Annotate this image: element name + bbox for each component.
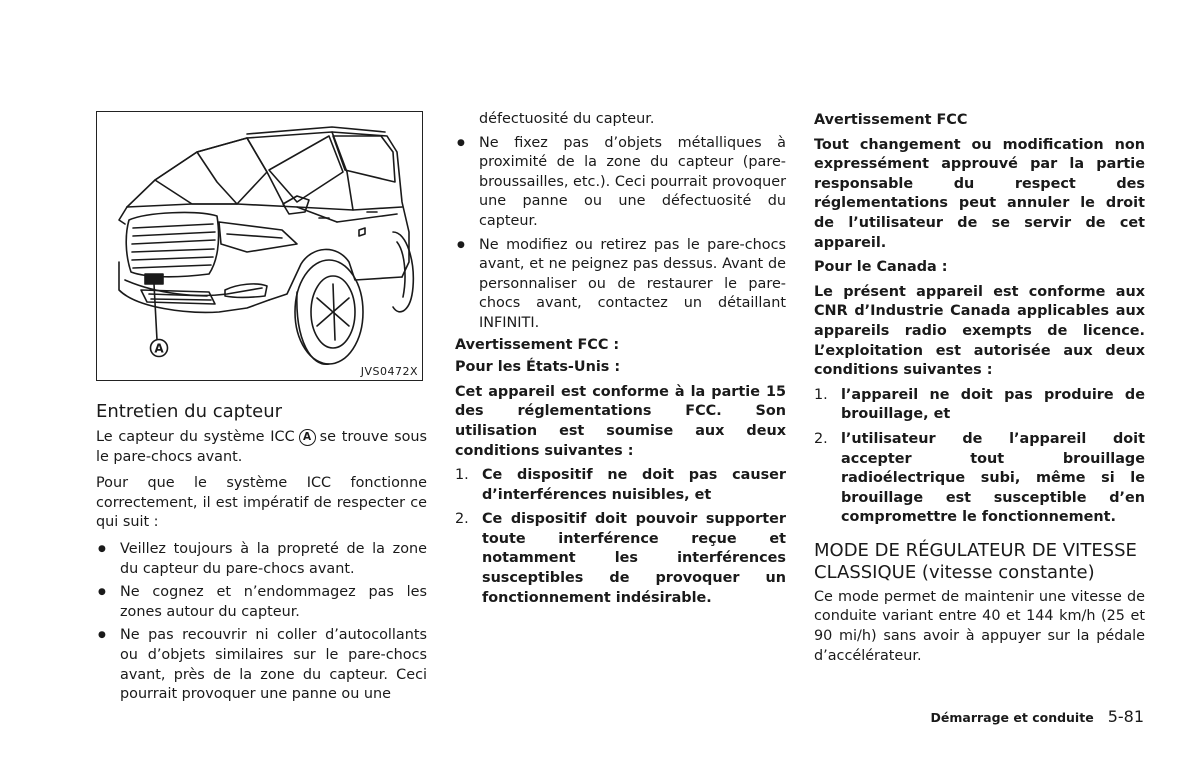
canada-conditions-list [814,386,1145,528]
sensor-care-list [96,540,427,705]
paragraph-icc-requirements: Pour que le système ICC fonctionne correctement, il est impératif de respecter ce qui suit : [96,475,427,531]
cruise-mode-heading: MODE DE RÉGULATEUR DE VITESSE CLASSIQUE (vitesse constante) [814,539,1137,583]
vehicle-illustration [96,111,423,381]
fcc-modification-text: Tout changement ou modification non expressément approuvé par la partie responsable du respect des réglementations peut annuler le droit de l’utilisateur de se servir de cet appareil. [814,136,1145,251]
list-item: ● Ne fixez pas d’objets métalliques à proximité de la zone du capteur (pare-broussailles, etc.). Ceci pourrait provoquer une panne ou une défectuosité du capteur. [455,134,786,232]
bullet-continuation: défectuosité du capteur. [479,111,655,127]
page-footer [931,707,1144,726]
paragraph-sensor-location [96,428,427,467]
suv-front-drawing [97,112,421,379]
fcc-warning-heading: Avertissement FCC [814,112,968,128]
sensor-location-text-end: se trouve sous le pare-chocs avant. [96,429,427,465]
section-heading-sensor-care: Entretien du capteur [96,401,283,422]
list-item: ● Ne cognez et n’endommagez pas les zones autour du capteur. [96,583,427,622]
list-item: 2. l’utilisateur de l’appareil doit accepter tout brouillage radioélectrique subi, même si le brouillage est susceptible d’en compromettre le fonctionnement. [814,430,1145,526]
figure-code: JVS0472X [360,365,418,378]
page-number: 5-81 [1107,707,1144,726]
callout-a-label: A [154,341,164,356]
footer-section-title: Démarrage et conduite [930,710,1094,725]
list-item: ● Ne modifiez ou retirez pas le pare-chocs avant, et ne peignez pas dessus. Avant de personnaliser ou de restaurer le pare-chocs avant, contactez un détaillant INFINITI. [455,236,786,334]
list-item: ● Veillez toujours à la propreté de la zone du capteur du pare-chocs avant. [96,540,427,579]
list-item: ● Ne pas recouvrir ni coller d’autocollants ou d’objets similaires sur le pare-chocs avant, près de la zone du capteur. Ceci pourrait provoquer une panne ou une [96,626,427,704]
cruise-mode-text: Ce mode permet de maintenir une vitesse de conduite variant entre 40 et 144 km/h (25 et 90 mi/h) sans avoir à appuyer sur la pédale d’accélérateur. [814,588,1145,664]
canada-heading: Pour le Canada : [814,259,948,276]
us-compliance-text: Cet appareil est conforme à la partie 15 des réglementations FCC. Son utilisation est soumise aux deux conditions suivantes : [455,383,786,459]
callout-a-marker: A [299,429,316,446]
list-item: 1. Ce dispositif ne doit pas causer d’interférences nuisibles, et [455,467,786,503]
list-item: 2. Ce dispositif doit pouvoir supporter toute interférence reçue et notamment les interférences susceptibles de provoquer un fonctionnement indésirable. [455,511,786,606]
sensor-location-text: Le capteur du système ICC [96,429,295,445]
canada-compliance-text: Le présent appareil est conforme aux CNR d’Industrie Canada applicables aux appareils radio exempts de licence. L’exploitation est autorisée aux deux conditions suivantes : [814,283,1145,379]
us-conditions-list [455,466,786,608]
sensor-warning-list [455,134,786,334]
fcc-warning-heading: Avertissement FCC : [455,336,620,353]
us-heading: Pour les États-Unis : [455,359,621,376]
list-item: 1. l’appareil ne doit pas produire de brouillage, et [814,386,1145,423]
